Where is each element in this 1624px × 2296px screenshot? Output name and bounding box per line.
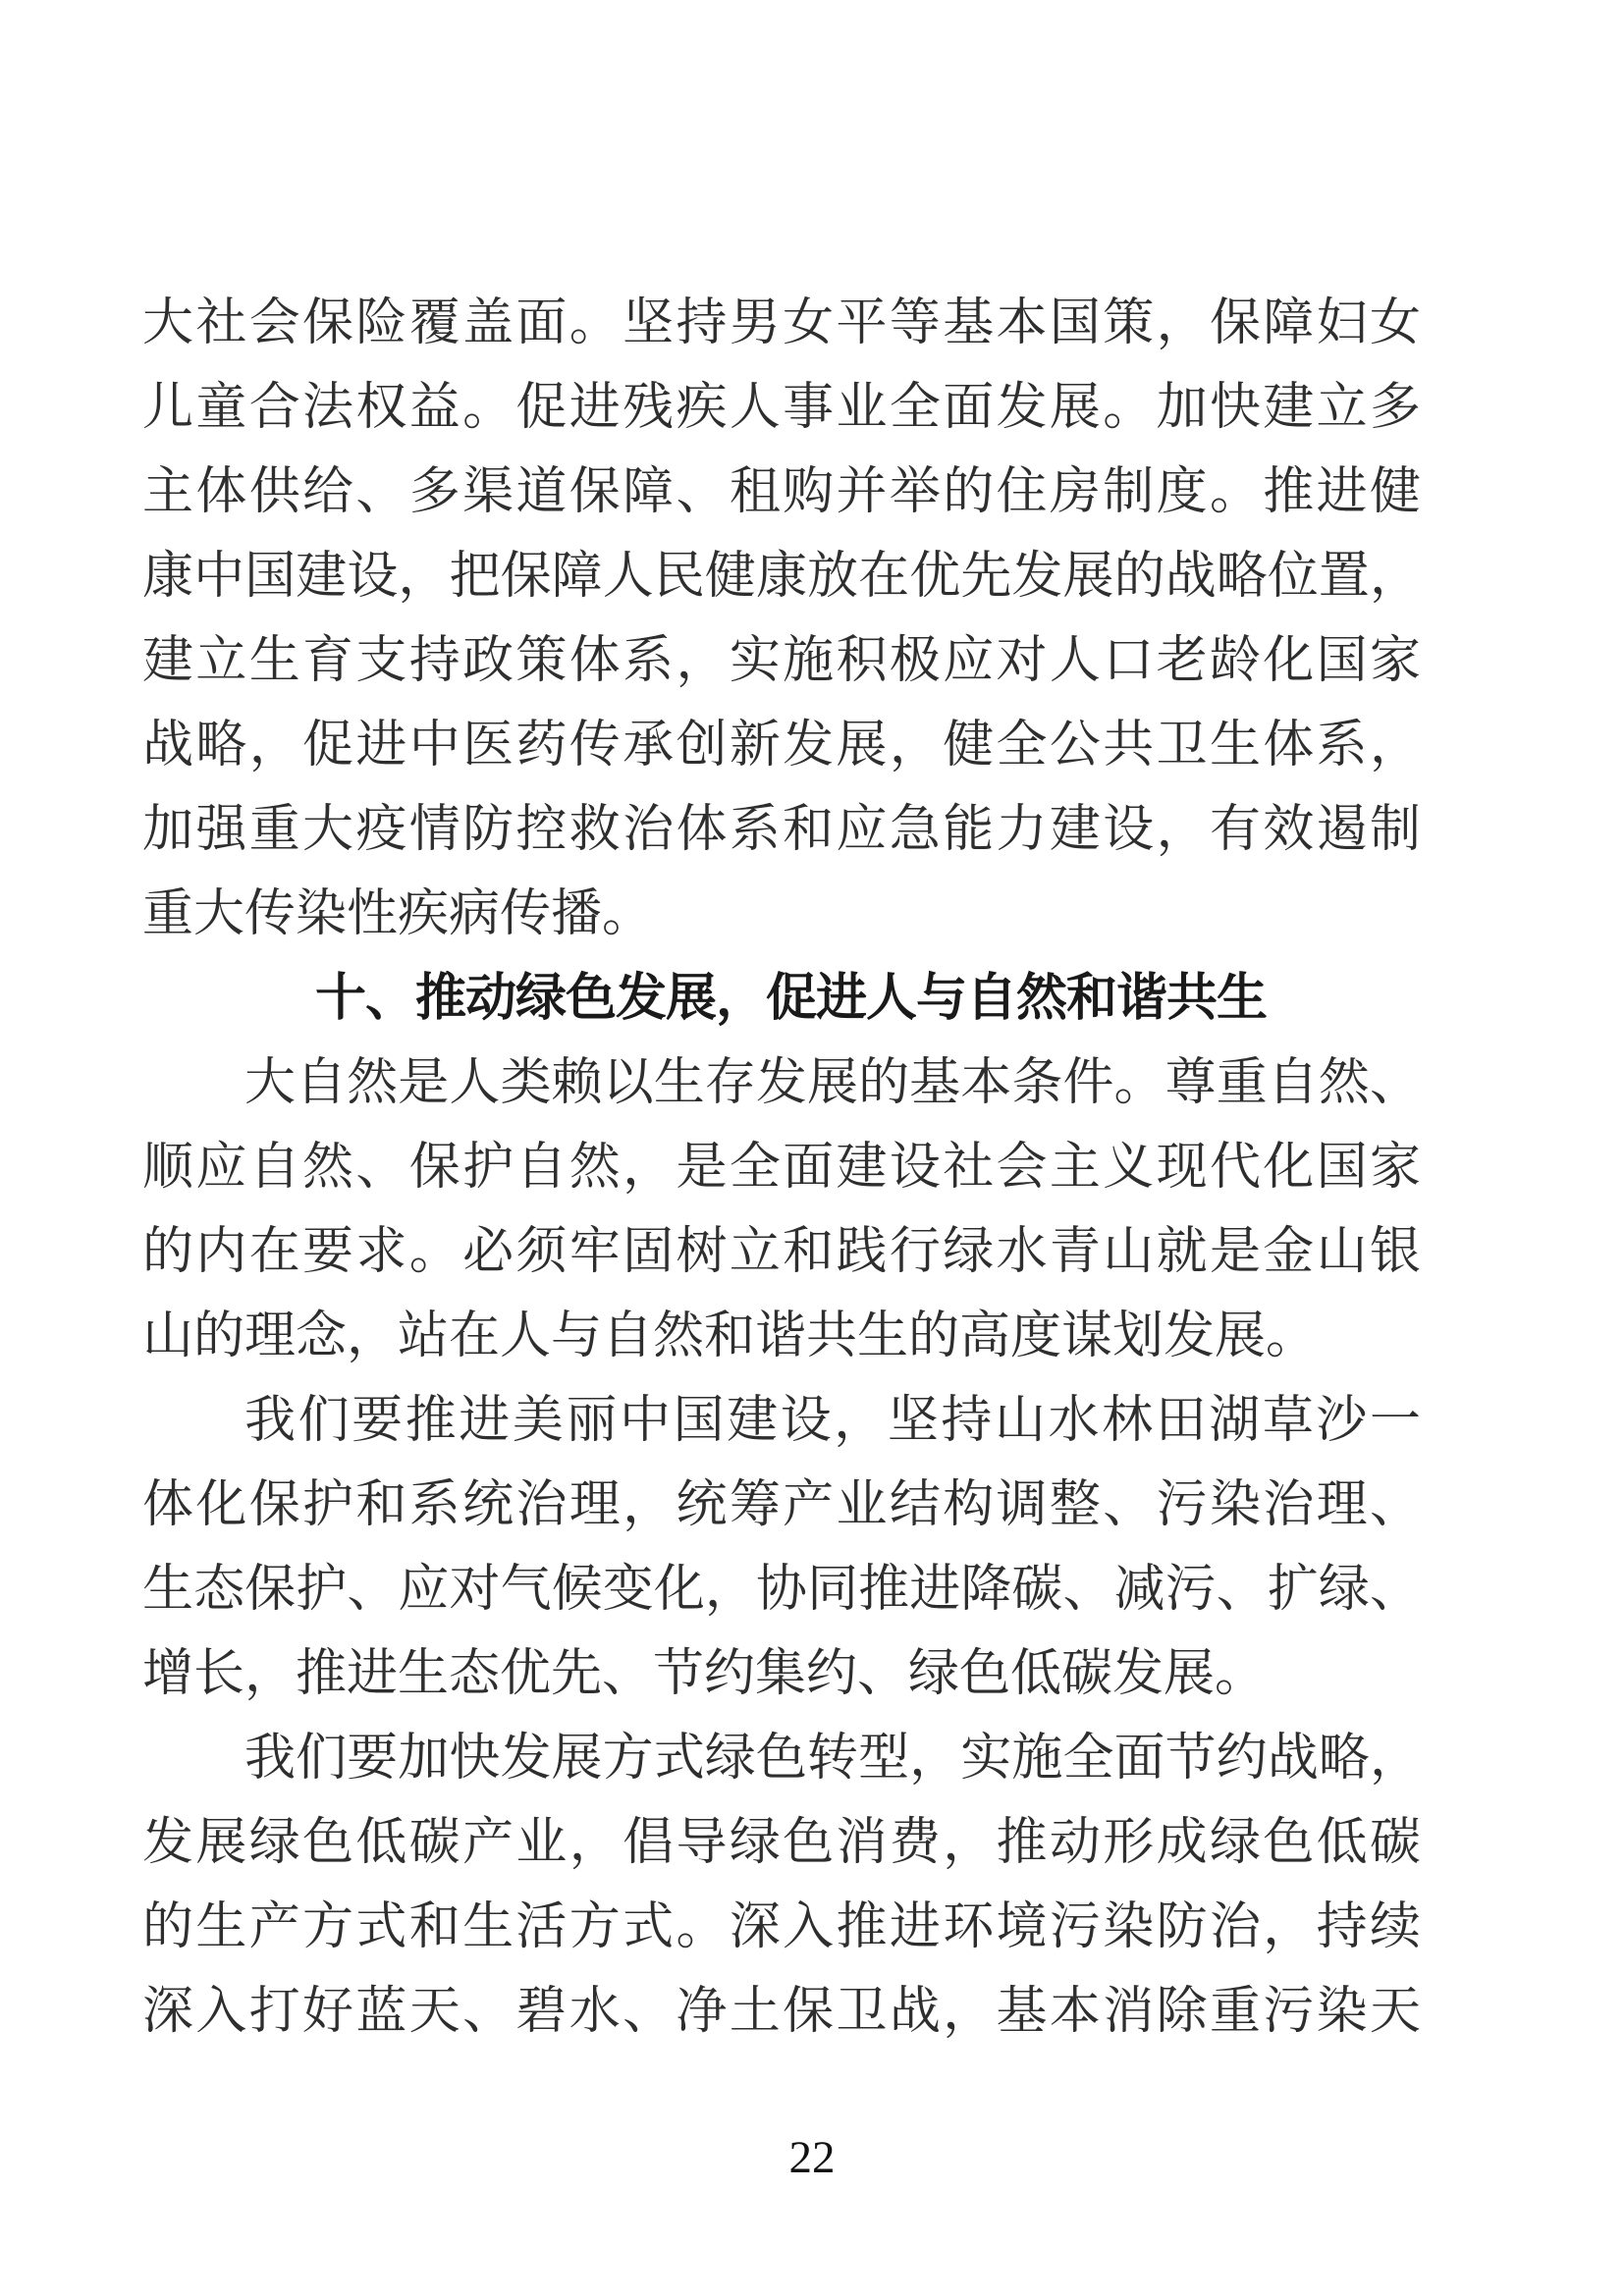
text-line: 顺应自然、保护自然，是全面建设社会主义现代化国家 <box>142 1138 1421 1197</box>
text-line: 的内在要求。必须牢固树立和践行绿水青山就是金山银 <box>142 1222 1421 1281</box>
text-line: 增长，推进生态优先、节约集约、绿色低碳发展。 <box>142 1644 1267 1703</box>
text-column <box>142 281 1421 2054</box>
text-line: 的生产方式和生活方式。深入推进环境污染防治，持续 <box>142 1897 1421 1956</box>
section-heading: 十、推动绿色发展，促进人与自然和谐共生 <box>315 969 1268 1028</box>
text-line: 大社会保险覆盖面。坚持男女平等基本国策，保障妇女 <box>142 294 1421 352</box>
text-line: 儿童合法权益。促进残疾人事业全面发展。加快建立多 <box>142 378 1421 437</box>
text-line: 重大传染性疾病传播。 <box>142 884 654 943</box>
text-line: 发展绿色低碳产业，倡导绿色消费，推动形成绿色低碳 <box>142 1813 1421 1872</box>
text-line: 体化保护和系统治理，统筹产业结构调整、污染治理、 <box>142 1475 1421 1534</box>
text-line: 康中国建设，把保障人民健康放在优先发展的战略位置， <box>142 547 1421 606</box>
page-number: 22 <box>788 2132 836 2183</box>
text-line: 深入打好蓝天、碧水、净土保卫战，基本消除重污染天 <box>142 1982 1421 2041</box>
text-line: 大自然是人类赖以生存发展的基本条件。尊重自然、 <box>244 1053 1421 1112</box>
text-line: 加强重大疫情防控救治体系和应急能力建设，有效遏制 <box>142 800 1421 859</box>
text-line: 山的理念，站在人与自然和谐共生的高度谋划发展。 <box>142 1307 1318 1365</box>
text-line: 我们要推进美丽中国建设，坚持山水林田湖草沙一 <box>244 1391 1421 1450</box>
text-line: 战略，促进中医药传承创新发展，健全公共卫生体系， <box>142 716 1421 774</box>
text-line: 我们要加快发展方式绿色转型，实施全面节约战略， <box>244 1729 1421 1788</box>
text-line: 建立生育支持政策体系，实施积极应对人口老龄化国家 <box>142 631 1421 690</box>
text-line: 生态保护、应对气候变化，协同推进降碳、减污、扩绿、 <box>142 1560 1421 1619</box>
text-line: 主体供给、多渠道保障、租购并举的住房制度。推进健 <box>142 462 1421 521</box>
